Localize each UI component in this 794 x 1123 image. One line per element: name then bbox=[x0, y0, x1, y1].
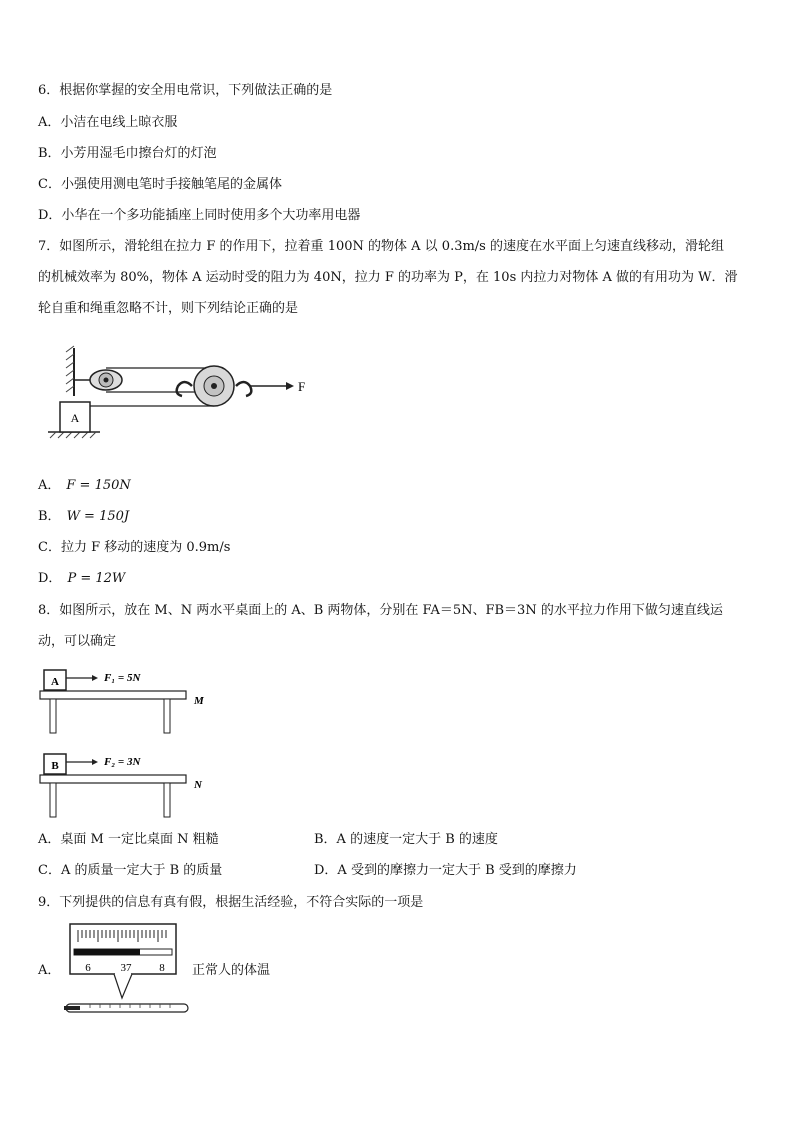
tick-37-label: 37 bbox=[120, 962, 132, 974]
q8-option-b: B．A 的速度一定大于 B 的速度 bbox=[314, 832, 498, 847]
force-f1-label: F₁ = 5N bbox=[104, 672, 141, 684]
q7-stem-line3: 轮自重和绳重忽略不计，则下列结论正确的是 bbox=[38, 301, 299, 316]
q8-stem-line1: 8．如图所示，放在 M、N 两水平桌面上的 A、B 两物体，分别在 FA＝5N、FB＝3N 的水平拉力作用下做匀速直线运 bbox=[38, 603, 723, 618]
q6-option-c: C．小强使用测电笔时手接触笔尾的金属体 bbox=[38, 177, 282, 192]
q8-stem-line2: 动，可以确定 bbox=[38, 634, 117, 649]
q9-option-a-text: 正常人的体温 bbox=[192, 963, 271, 978]
q8-option-d: D．A 受到的摩擦力一定大于 B 受到的摩擦力 bbox=[314, 863, 577, 878]
q9-stem: 9．下列提供的信息有真有假，根据生活经验，不符合实际的一项是 bbox=[38, 895, 424, 910]
table-m-label: M bbox=[194, 695, 204, 707]
q7-option-b: B． W = 150J bbox=[38, 509, 130, 524]
q7-option-c: C．拉力 F 移动的速度为 0.9m/s bbox=[38, 540, 231, 555]
tick-8-label: 8 bbox=[159, 962, 165, 974]
svg-text:A: A bbox=[51, 676, 59, 688]
q8-option-a: A．桌面 M 一定比桌面 N 粗糙 bbox=[38, 832, 219, 847]
q7-stem-line1: 7．如图所示，滑轮组在拉力 F 的作用下，拉着重 100N 的物体 A 以 0.3m/s 的速度在水平面上匀速直线移动，滑轮组 bbox=[38, 239, 724, 254]
block-a-label: A bbox=[70, 411, 80, 425]
force-f2-label: F₂ = 3N bbox=[104, 756, 141, 768]
q7-option-d: D． P = 12W bbox=[38, 571, 126, 586]
mercury-column bbox=[74, 949, 140, 955]
thermometer-figure bbox=[60, 922, 190, 1018]
table-n-label: N bbox=[194, 779, 202, 791]
q6-option-a: A．小洁在电线上晾衣服 bbox=[38, 115, 178, 130]
force-f-label: F bbox=[298, 379, 306, 394]
q6-option-b: B．小芳用湿毛巾擦台灯的灯泡 bbox=[38, 146, 217, 161]
q7-stem-line2: 的机械效率为 80%，物体 A 运动时受的阻力为 40N，拉力 F 的功率为 P，在 10s 内拉力对物体 A 做的有用功为 W．滑 bbox=[38, 270, 738, 285]
pulley-figure bbox=[36, 340, 326, 444]
q7-option-a: A． F = 150N bbox=[38, 478, 131, 493]
tables-figure bbox=[36, 664, 226, 824]
q6-option-d: D．小华在一个多功能插座上同时使用多个大功率用电器 bbox=[38, 208, 361, 223]
q9-option-a-letter: A． bbox=[38, 963, 61, 978]
q6-stem: 6．根据你掌握的安全用电常识，下列做法正确的是 bbox=[38, 83, 333, 98]
q8-option-c: C．A 的质量一定大于 B 的质量 bbox=[38, 863, 223, 878]
tick-6-label: 6 bbox=[85, 962, 91, 974]
svg-text:B: B bbox=[51, 760, 59, 772]
